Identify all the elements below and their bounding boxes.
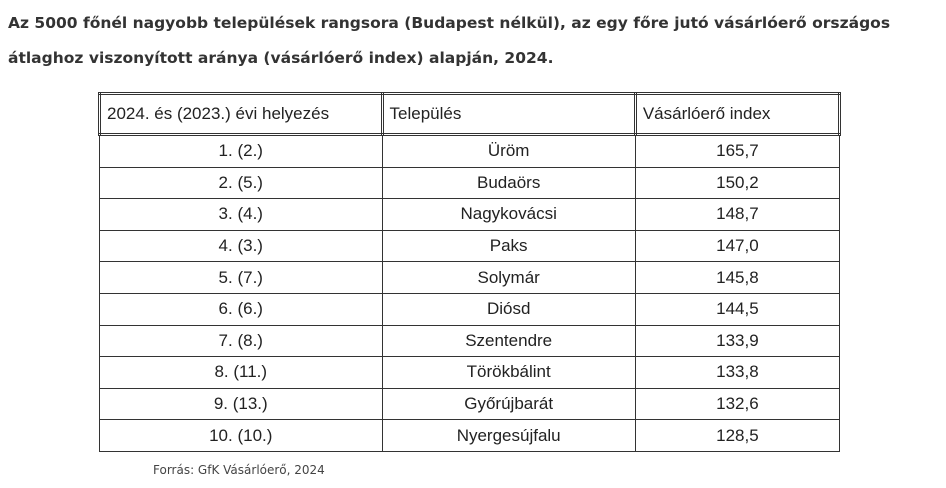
source-note: Forrás: GfK Vásárlóerő, 2024 bbox=[153, 463, 325, 477]
table-body bbox=[100, 135, 840, 452]
table-row bbox=[100, 167, 840, 199]
cell-index: 150,2 bbox=[635, 167, 839, 199]
cell-rank: 4. (3.) bbox=[100, 230, 383, 262]
title-line-1: Az 5000 főnél nagyobb települések rangsora (Budapest nélkül), az egy főre jutó vásárlóerő országos bbox=[8, 14, 891, 32]
table-header-row bbox=[100, 94, 840, 135]
cell-settlement: Törökbálint bbox=[382, 357, 635, 389]
cell-index: 128,5 bbox=[635, 420, 839, 452]
cell-settlement: Szentendre bbox=[382, 325, 635, 357]
table-row bbox=[100, 262, 840, 294]
cell-rank: 7. (8.) bbox=[100, 325, 383, 357]
header-rank: 2024. és (2023.) évi helyezés bbox=[100, 94, 383, 135]
table-row bbox=[100, 135, 840, 168]
cell-settlement: Diósd bbox=[382, 293, 635, 325]
cell-index: 132,6 bbox=[635, 388, 839, 420]
cell-index: 133,9 bbox=[635, 325, 839, 357]
ranking-table bbox=[98, 92, 841, 452]
table-row bbox=[100, 325, 840, 357]
cell-rank: 3. (4.) bbox=[100, 199, 383, 231]
cell-rank: 6. (6.) bbox=[100, 293, 383, 325]
table-row bbox=[100, 388, 840, 420]
cell-index: 144,5 bbox=[635, 293, 839, 325]
table-row bbox=[100, 230, 840, 262]
cell-settlement: Budaörs bbox=[382, 167, 635, 199]
title-line-2: átlaghoz viszonyított aránya (vásárlóerő index) alapján, 2024. bbox=[8, 49, 554, 67]
cell-index: 145,8 bbox=[635, 262, 839, 294]
cell-settlement: Nyergesújfalu bbox=[382, 420, 635, 452]
cell-rank: 1. (2.) bbox=[100, 135, 383, 168]
header-purchasing-power-index: Vásárlóerő index bbox=[635, 94, 839, 135]
table-row bbox=[100, 293, 840, 325]
page-title bbox=[8, 6, 938, 76]
cell-rank: 10. (10.) bbox=[100, 420, 383, 452]
cell-rank: 2. (5.) bbox=[100, 167, 383, 199]
cell-settlement: Solymár bbox=[382, 262, 635, 294]
cell-index: 147,0 bbox=[635, 230, 839, 262]
cell-rank: 8. (11.) bbox=[100, 357, 383, 389]
header-settlement: Település bbox=[382, 94, 635, 135]
cell-settlement: Nagykovácsi bbox=[382, 199, 635, 231]
table-row bbox=[100, 357, 840, 389]
cell-index: 148,7 bbox=[635, 199, 839, 231]
cell-index: 165,7 bbox=[635, 135, 839, 168]
cell-settlement: Győrújbarát bbox=[382, 388, 635, 420]
cell-rank: 9. (13.) bbox=[100, 388, 383, 420]
table-row bbox=[100, 199, 840, 231]
table-row bbox=[100, 420, 840, 452]
cell-settlement: Üröm bbox=[382, 135, 635, 168]
cell-index: 133,8 bbox=[635, 357, 839, 389]
cell-rank: 5. (7.) bbox=[100, 262, 383, 294]
cell-settlement: Paks bbox=[382, 230, 635, 262]
